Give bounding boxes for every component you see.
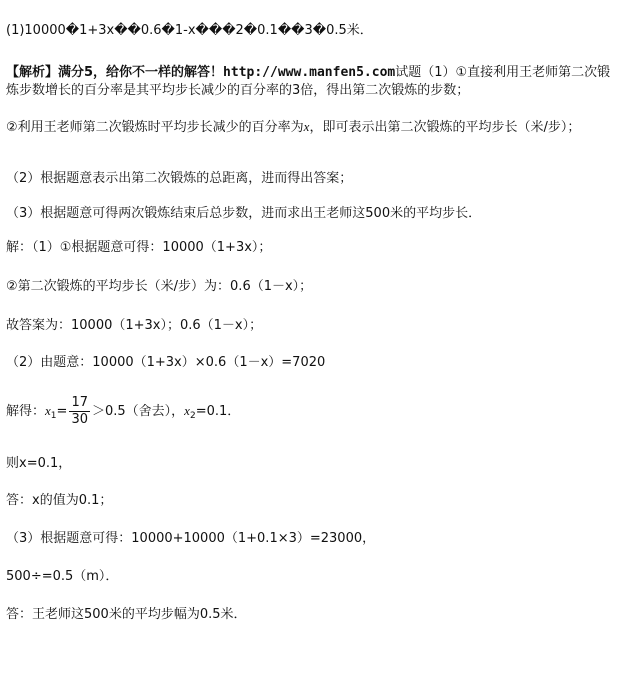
solution-then: 则x=0.1， (6, 456, 72, 471)
final-answer: 答：王老师这500米的平均步幅为0.5米． (6, 607, 247, 622)
analysis-intro-text: 试题（1）①直接利用王老师第二次锻炼步数增长的百分率是其平均步长减少的百分率的3倍，得出第二次锻炼的步数； (6, 65, 611, 98)
solution-line-4: （2）由题意：10000（1+3x）×0.6（1－x）=7020 (6, 355, 326, 370)
solution-roots (6, 393, 624, 434)
root-1-subscript: 1 (50, 411, 57, 421)
analysis-part-3: （3）根据题意可得两次锻炼结束后总步数，进而求出王老师这500米的平均步长． (6, 206, 482, 221)
analysis-step-2 (6, 118, 618, 137)
analysis-intro (6, 64, 618, 100)
solution-line-3: 故答案为：10000（1+3x）；0.6（1－x）； (6, 318, 263, 333)
root-2-value: =0.1． (195, 404, 241, 419)
solution-line-1: 解：（1）①根据题意可得：10000（1+3x）； (6, 240, 272, 255)
solution-part-3: （3）根据题意可得：10000+10000（1+0.1×3）=23000， (6, 531, 376, 546)
solution-calculation: 500÷=0.5（m）． (6, 569, 119, 584)
solution-line-2: ②第二次锻炼的平均步长（米/步）为：0.6（1－x）； (6, 279, 313, 294)
analysis-variable-x: x (303, 119, 310, 134)
analysis-heading: 【解析】满分5，给你不一样的解答！ (6, 65, 224, 80)
fraction-numerator: 17 (71, 395, 88, 410)
analysis-step-2-text-b: ，即可表示出第二次锻炼的平均步长（米/步）； (309, 120, 581, 135)
root-1-variable: x (45, 403, 51, 418)
fraction-denominator: 30 (71, 412, 88, 427)
fraction (69, 395, 90, 428)
root-2-variable: x (184, 403, 190, 418)
top-answer: (1)10000�1+3x��0.6�1-x���2�0.1��3�0.5米． (6, 23, 373, 38)
equals-sign: = (56, 404, 68, 419)
analysis-step-2-text-a: ②利用王老师第二次锻炼时平均步长减少的百分率为 (6, 120, 304, 135)
solve-prefix: 解得： (6, 404, 46, 419)
root-2-subscript: 2 (189, 411, 196, 421)
source-url: http://www.manfen5.com (223, 65, 396, 80)
answer-part-1: 答：x的值为0.1； (6, 493, 113, 508)
greater-than-text: ＞0.5（舍去）， (91, 404, 185, 419)
analysis-part-2: （2）根据题意表示出第二次锻炼的总距离，进而得出答案； (6, 171, 353, 186)
